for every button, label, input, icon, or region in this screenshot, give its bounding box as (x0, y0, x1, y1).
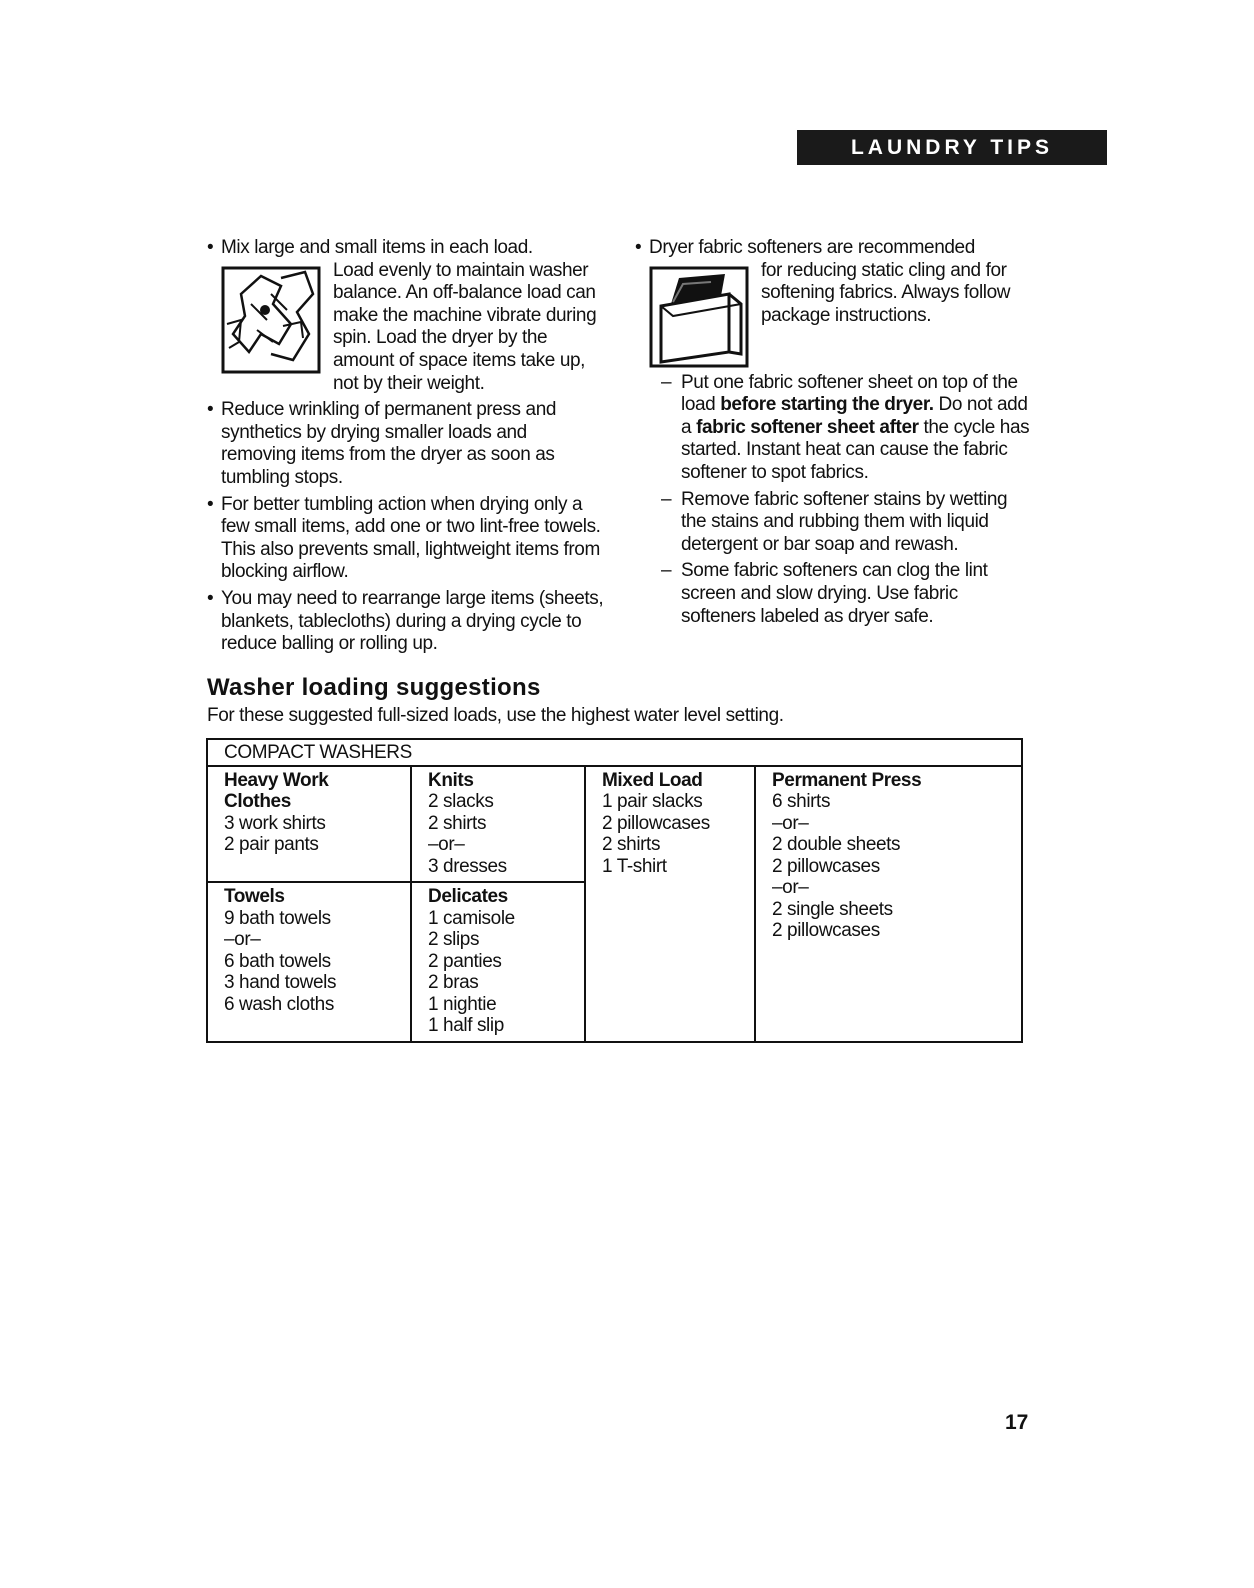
softener-sheet-text-a: Put one fabric softener sheet on top of the load (681, 371, 1018, 416)
cell-item: 2 pair pants (224, 834, 319, 855)
cell-item: 1 pair slacks (602, 791, 703, 812)
cell-title: Clothes (224, 791, 291, 812)
cell-title: Towels (224, 886, 285, 907)
cell-item: 6 shirts (772, 791, 831, 812)
cell-item: –or– (224, 929, 261, 950)
tip-mix-items (205, 237, 605, 395)
softener-stains-tip (649, 489, 1033, 557)
cell-title: Knits (428, 769, 474, 791)
cell-item: 2 pillowcases (772, 855, 880, 877)
right-column (633, 237, 1033, 632)
tip-fabric-softeners (633, 237, 1033, 485)
cell-item: –or– (772, 877, 809, 898)
softener-sheet-text-c: the cycle has started. Instant heat can cause the fabric softener to spot fabrics. (681, 416, 1030, 483)
cell-item: 2 bras (428, 972, 479, 993)
heavy-work-cell (207, 766, 411, 883)
cell-item: 2 slacks (428, 791, 494, 812)
mixed-load-cell (585, 766, 755, 1042)
softener-sheet-tip (649, 372, 1033, 485)
tip-reduce-wrinkling-text: Reduce wrinkling of permanent press and synthetics by drying smaller loads and removing items from the dryer as soon as tumbling stops. (221, 399, 557, 488)
cell-item: 2 pillowcases (772, 920, 880, 941)
clothes-load-illustration (221, 264, 321, 376)
cell-item: 9 bath towels (224, 907, 331, 929)
tip-mix-items-body: Load evenly to maintain washer balance. An off-balance load can make the machine vibrate during spin. Load the dryer by the amount of space items take up, not by their weight. (333, 259, 597, 394)
table-header-row (207, 739, 1022, 766)
cell-item: 6 wash cloths (224, 993, 334, 1015)
cell-title: Mixed Load (602, 769, 703, 791)
cell-title: Heavy Work (224, 769, 329, 791)
cell-item: 3 hand towels (224, 972, 337, 993)
softener-sheet-bold-a: before starting the dryer. (720, 394, 934, 416)
cell-item: –or– (428, 834, 465, 855)
section-label: LAUNDRY TIPS (850, 135, 1053, 159)
cell-item: 2 slips (428, 929, 480, 950)
softener-clog-tip (649, 560, 1033, 628)
cell-item: 1 half slip (428, 1015, 504, 1036)
page-number: 17 (1005, 1411, 1029, 1434)
cell-item: 6 bath towels (224, 950, 331, 972)
tip-rearrange-items (205, 588, 605, 656)
tip-rearrange-items-text: You may need to rearrange large items (sheets, blankets, tablecloths) during a drying cycle to reduce balling or rolling up. (221, 587, 604, 655)
tip-fabric-softeners-body: for reducing static cling and for softening fabrics. Always follow package instructions. (761, 259, 1011, 326)
softener-sheet-bold-b: fabric softener sheet after (696, 416, 919, 438)
knits-cell (411, 766, 585, 883)
delicates-cell (411, 882, 585, 1042)
permanent-press-cell (755, 766, 1022, 1042)
towels-cell (207, 882, 411, 1042)
washer-loads-table (206, 738, 1023, 1043)
cell-item: 1 camisole (428, 907, 515, 929)
softener-sheet-text-b: Do not add a (681, 394, 1028, 438)
tip-reduce-wrinkling (205, 399, 605, 489)
softener-clog-text: Some fabric softeners can clog the lint screen and slow drying. Use fabric softeners labeled as dryer safe. (681, 560, 988, 627)
cell-item: –or– (772, 812, 809, 834)
cell-item: 3 work shirts (224, 812, 326, 834)
cell-item: 2 pillowcases (602, 812, 710, 834)
tip-fabric-softeners-line1: • Dryer fabric softeners are recommended (649, 237, 975, 258)
left-column (205, 237, 605, 660)
cell-item: 3 dresses (428, 855, 507, 877)
section-header-bar (797, 130, 1107, 165)
tip-better-tumbling (205, 494, 605, 584)
washer-section-title: Washer loading suggestions (207, 674, 541, 701)
table-header-cell: COMPACT WASHERS (207, 739, 1022, 766)
cell-item: 2 shirts (428, 812, 487, 834)
cell-item: 1 T-shirt (602, 855, 667, 877)
cell-title: Delicates (428, 886, 508, 907)
tip-mix-items-line1: • Mix large and small items in each load. (221, 237, 533, 258)
softener-stains-text: Remove fabric softener stains by wetting the stains and rubbing them with liquid detergent or bar soap and rewash. (681, 488, 1008, 555)
softener-box-illustration (649, 264, 749, 370)
cell-item: 2 shirts (602, 834, 661, 855)
table-row (207, 766, 1022, 883)
tip-better-tumbling-text: For better tumbling action when drying only a few small items, add one or two lint-free towels. This also prevents small, lightweight items from blocking airflow. (221, 493, 601, 583)
washer-section-intro: For these suggested full-sized loads, use the highest water level setting. (207, 705, 784, 726)
cell-title: Permanent Press (772, 769, 922, 791)
cell-item: 2 single sheets (772, 898, 893, 920)
cell-item: 1 nightie (428, 993, 497, 1015)
cell-item: 2 double sheets (772, 834, 901, 855)
cell-item: 2 panties (428, 950, 502, 972)
